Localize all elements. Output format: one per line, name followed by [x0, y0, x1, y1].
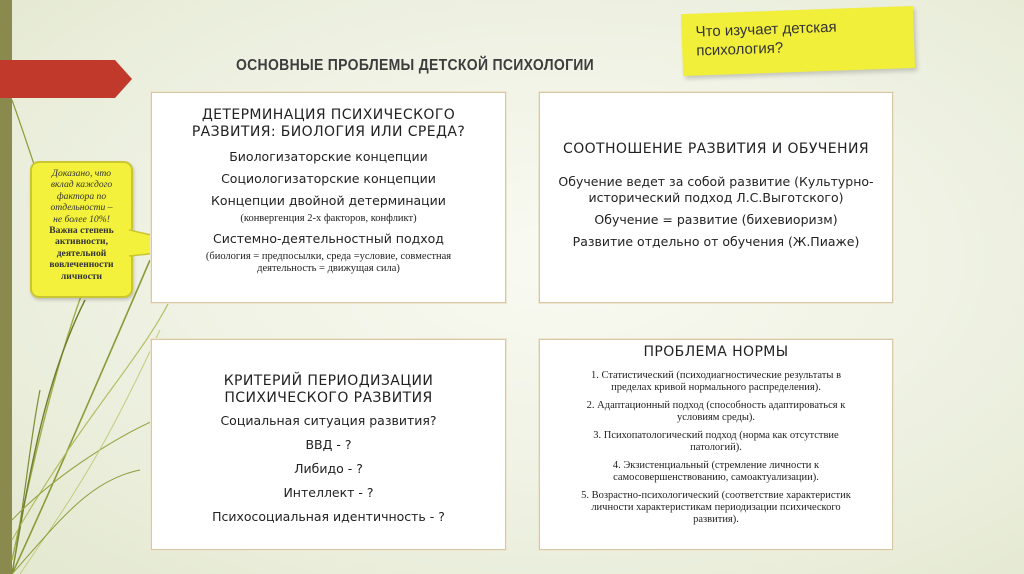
list-item: личности характеристикам периодизации психического — [591, 502, 841, 513]
list-item: Концепции двойной детерминации — [211, 193, 446, 208]
sticky-note-line: психология? — [695, 39, 784, 60]
list-item: Развитие отдельно от обучения (Ж.Пиаже) — [572, 234, 860, 249]
list-item: самосовершенствованию, самоактуализации). — [613, 472, 819, 483]
list-item: исторический подход Л.С.Выготского) — [588, 190, 844, 205]
list-item: Психосоциальная идентичность - ? — [212, 509, 445, 524]
list-item: Системно-деятельностный подход — [213, 231, 444, 246]
callout-line: деятельной — [56, 247, 107, 259]
list-item: условиям среды). — [676, 412, 756, 423]
list-item: Обучение = развитие (бихевиоризм) — [594, 212, 838, 227]
card-periodization — [151, 339, 506, 550]
list-item: 3. Психопатологический подход (норма как отсутствие — [593, 430, 839, 441]
callout-line: вовлеченности — [49, 259, 114, 271]
sticky-note — [681, 6, 915, 76]
list-item-note: деятельность = движущая сила) — [257, 263, 400, 274]
list-item: 2. Адаптационный подход (способность адаптироваться к — [586, 400, 846, 411]
callout-line: Доказано, что — [51, 168, 112, 179]
list-item: Обучение ведет за собой развитие (Культурно- — [558, 174, 874, 189]
callout-line: не более 10%! — [53, 213, 110, 225]
list-item: ВВД - ? — [305, 437, 352, 452]
list-item: Либидо - ? — [294, 461, 363, 476]
list-item: Социологизаторские концепции — [221, 171, 436, 186]
callout-bubble — [30, 161, 133, 298]
list-item: Социальная ситуация развития? — [220, 413, 437, 428]
card-development — [539, 92, 893, 303]
list-item-note: (конвергенция 2-х факторов, конфликт) — [240, 213, 417, 224]
card-determination — [151, 92, 506, 303]
card-title: СООТНОШЕНИЕ РАЗВИТИЯ И ОБУЧЕНИЯ — [563, 141, 869, 157]
callout-line: отдельности – — [50, 202, 113, 214]
card-title: ПРОБЛЕМА НОРМЫ — [643, 344, 789, 360]
list-item: развития). — [693, 514, 739, 525]
list-item-note: (биология = предпосылки, среда =условие, совместная — [205, 251, 452, 262]
callout-line: вклад каждого — [50, 179, 113, 191]
card-title: РАЗВИТИЯ: БИОЛОГИЯ ИЛИ СРЕДА? — [191, 124, 466, 140]
list-item: 4. Экзистенциальный (стремление личности к — [612, 460, 820, 471]
title-arrow-banner — [0, 60, 132, 98]
list-item: Интеллект - ? — [283, 485, 374, 500]
card-title: ПСИХИЧЕСКОГО РАЗВИТИЯ — [224, 390, 433, 406]
callout-line: Важна степень — [49, 225, 114, 237]
card-norm — [539, 339, 893, 550]
list-item: пределах кривой нормального распределения). — [611, 382, 821, 393]
callout-line: активности, — [55, 236, 108, 248]
card-title: ДЕТЕРМИНАЦИЯ ПСИХИЧЕСКОГО — [201, 107, 456, 123]
list-item: патологий). — [690, 442, 742, 453]
callout-line: фактора по — [56, 190, 107, 202]
list-item: 5. Возрастно-психологический (соответствие характеристик — [581, 490, 851, 501]
sticky-note-line: Что изучает детская — [695, 18, 837, 41]
callout-line: личности — [60, 270, 103, 282]
list-item: 1. Статистический (психодиагностические результаты в — [590, 370, 842, 381]
card-title: КРИТЕРИЙ ПЕРИОДИЗАЦИИ — [223, 373, 434, 389]
slide-title: ОСНОВНЫЕ ПРОБЛЕМЫ ДЕТСКОЙ ПСИХОЛОГИИ — [235, 54, 595, 74]
list-item: Биологизаторские концепции — [229, 149, 428, 164]
